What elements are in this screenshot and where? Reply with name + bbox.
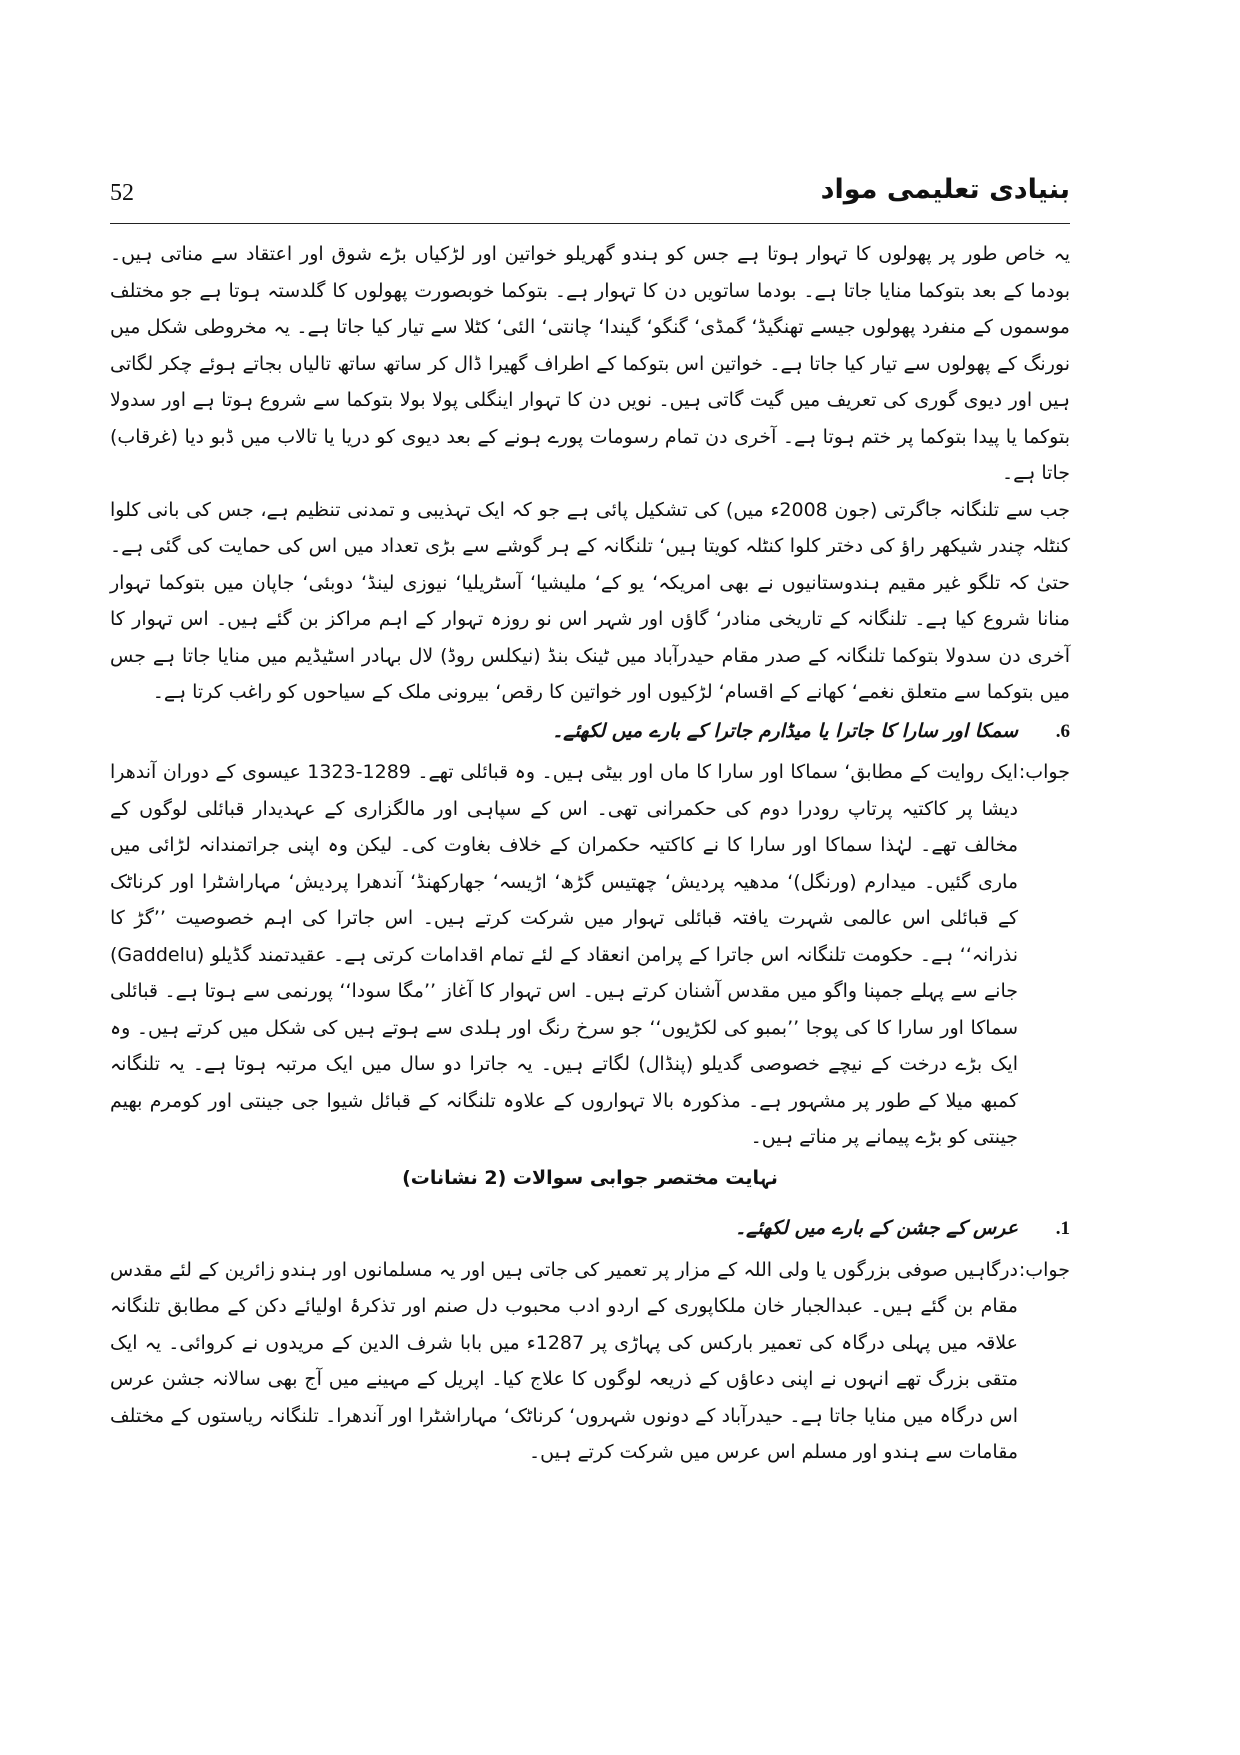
section-heading: نہایت مختصر جوابی سوالات (2 نشانات) bbox=[402, 1166, 778, 1189]
question-6 bbox=[110, 713, 1070, 751]
book-title: بنیادی تعلیمی مواد bbox=[820, 174, 1070, 205]
answer-1-text: درگاہیں صوفی بزرگوں یا ولی اللہ کے مزار پر تعمیر کی جاتی ہیں اور یہ مسلمانوں اور ہندو زائرین کے لئے مقدس مقام بن گئے ہیں۔ عبدالجبار خان ملکاپوری کے اردو ادب محبوب دل صنم اور تذکرۂ اولیائے دکن کے مطابق تلنگانہ علاقہ میں پہلی درگاہ کی تعمیر بارکس کی پہاڑی پر 1287ء میں بابا شرف الدین کے مریدوں نے کروائی۔ یہ ایک متقی بزرگ تھے انہوں نے اپنی دعاؤں کے ذریعہ لوگوں کا علاج کیا۔ اپریل کے مہینے میں آج بھی سالانہ جشن عرس اس درگاہ میں منایا جاتا ہے۔ حیدرآباد کے دونوں شہروں‘ کرناٹک‘ مہاراشٹرا اور آندھرا۔ تلنگانہ ریاستوں کے مختلف مقامات سے ہندو اور مسلم اس عرس میں شرکت کرتے ہیں۔ bbox=[110, 1258, 1018, 1463]
page-content bbox=[110, 236, 1070, 1471]
question-1-number: 1. bbox=[1055, 1218, 1070, 1239]
answer-6-text: ایک روایت کے مطابق‘ سماکا اور سارا کا ماں اور بیٹی ہیں۔ وہ قبائلی تھے۔ 1289-1323 عیسوی کے دوران آندھرا دیشا پر کاکتیہ پرتاپ رودرا دوم کی حکمرانی تھی۔ اس کے سپاہی اور مالگزاری کے عہدیدار قبائلی لوگوں کے مخالف تھے۔ لہٰذا سماکا اور سارا کا نے کاکتیہ حکمران کے خلاف بغاوت کی۔ لیکن وہ اپنی جراتمندانہ لڑائی میں ماری گئیں۔ میدارم (ورنگل)‘ مدھیہ پردیش‘ چھتیس گڑھ‘ اڑیسہ‘ جھارکھنڈ‘ آندھرا پردیش‘ مہاراشٹرا اور کرناٹک کے قبائلی اس عالمی شہرت یافتہ قبائلی تہوار میں شرکت کرتے ہیں۔ اس جاترا کی اہم خصوصیت ’’گڑ کا نذرانہ‘‘ ہے۔ حکومت تلنگانہ اس جاترا کے پرامن انعقاد کے لئے تمام اقدامات کرتی ہے۔ عقیدتمند گڈیلو (Gaddelu) جانے سے پہلے جمپنا واگو میں مقدس آشنان کرتے ہیں۔ اس تہوار کا آغاز ’’مگا سودا‘‘ پورنمی سے ہوتا ہے۔ قبائلی سماکا اور سارا کا کی پوجا ’’بمبو کی لکڑیوں‘‘ جو سرخ رنگ اور ہلدی سے ہوتے ہیں کی شکل میں کرتے ہیں۔ وہ ایک بڑے درخت کے نیچے خصوصی گدیلو (پنڈال) لگاتے ہیں۔ یہ جاترا دو سال میں ایک مرتبہ ہوتا ہے۔ یہ تلنگانہ کمبھ میلا کے طور پر مشہور ہے۔ مذکورہ بالا تہواروں کے علاوہ تلنگانہ کے قبائل شیوا جی جینتی اور کومرم بھیم جینتی کو بڑے پیمانے پر مناتے ہیں۔ bbox=[110, 761, 1018, 1148]
header-rule bbox=[110, 223, 1070, 224]
answer-6-label: جواب: bbox=[1018, 761, 1070, 783]
answer-6 bbox=[110, 754, 1070, 1156]
answer-1 bbox=[110, 1252, 1070, 1471]
question-1 bbox=[110, 1210, 1070, 1248]
question-1-text: عرس کے جشن کے بارے میں لکھئے۔ bbox=[734, 1217, 1018, 1239]
page-header bbox=[110, 172, 1070, 222]
intro-paragraph-1: یہ خاص طور پر پھولوں کا تہوار ہوتا ہے جس کو ہندو گھریلو خواتین اور لڑکیاں بڑے شوق اور اعتقاد سے مناتی ہیں۔ بودما کے بعد بتوکما منایا جاتا ہے۔ بودما ساتویں دن کا تہوار ہے۔ بتوکما خوبصورت پھولوں کا گلدستہ ہوتا ہے جو مختلف موسموں کے منفرد پھولوں جیسے تھنگیڈ‘ گمڈی‘ گنگو‘ گیندا‘ چانتی‘ الئی‘ کٹلا سے تیار کیا جاتا ہے۔ یہ مخروطی شکل میں نورنگ کے پھولوں سے تیار کیا جاتا ہے۔ خواتین اس بتوکما کے اطراف گھیرا ڈال کر ساتھ ساتھ تالیاں بجاتے ہوئے چکر لگاتی ہیں اور دیوی گوری کی تعریف میں گیت گاتی ہیں۔ نویں دن کا تہوار اینگلی پولا بولا بتوکما سے شروع ہوتا ہے اور سدولا بتوکما یا پیدا بتوکما پر ختم ہوتا ہے۔ آخری دن تمام رسومات پورے ہونے کے بعد دیوی کو دریا یا تالاب میں ڈبو دیا (غرقاب) جاتا ہے۔ bbox=[110, 243, 1070, 484]
question-6-number: 6. bbox=[1055, 720, 1070, 742]
intro-paragraph-2: جب سے تلنگانہ جاگرتی (جون 2008ء میں) کی تشکیل پائی ہے جو کہ ایک تہذیبی و تمدنی تنظیم ہے، جس کی بانی کلوا کنٹلہ چندر شیکھر راؤ کی دختر کلوا کنٹلہ کویتا ہیں‘ تلنگانہ کے ہر گوشے سے بڑی تعداد میں اس کی حمایت کی گئی ہے۔ حتیٰ کہ تلگو غیر مقیم ہندوستانیوں نے بھی امریکہ‘ یو کے‘ ملیشیا‘ آسٹریلیا‘ نیوزی لینڈ‘ دوبئی‘ جاپان میں بتوکما تہوار منانا شروع کیا ہے۔ تلنگانہ کے تاریخی منادر‘ گاؤں اور شہر اس نو روزہ تہوار کے اہم مراکز بن گئے ہیں۔ اس تہوار کا آخری دن سدولا بتوکما تلنگانہ کے صدر مقام حیدرآباد میں ٹینک بنڈ (نیکلس روڈ) لال بہادر اسٹیڈیم میں منایا جاتا ہے جس میں بتوکما سے متعلق نغمے‘ کھانے کے اقسام‘ لڑکیوں اور خواتین کا رقص‘ بیرونی ملک کے سیاحوں کو راغب کرتا ہے۔ bbox=[110, 498, 1071, 703]
page-number: 52 bbox=[110, 180, 134, 206]
answer-1-label: جواب: bbox=[1018, 1258, 1070, 1281]
question-6-text: سمکا اور سارا کا جاترا یا میڈارم جاترا کے بارے میں لکھئے۔ bbox=[552, 719, 1018, 742]
